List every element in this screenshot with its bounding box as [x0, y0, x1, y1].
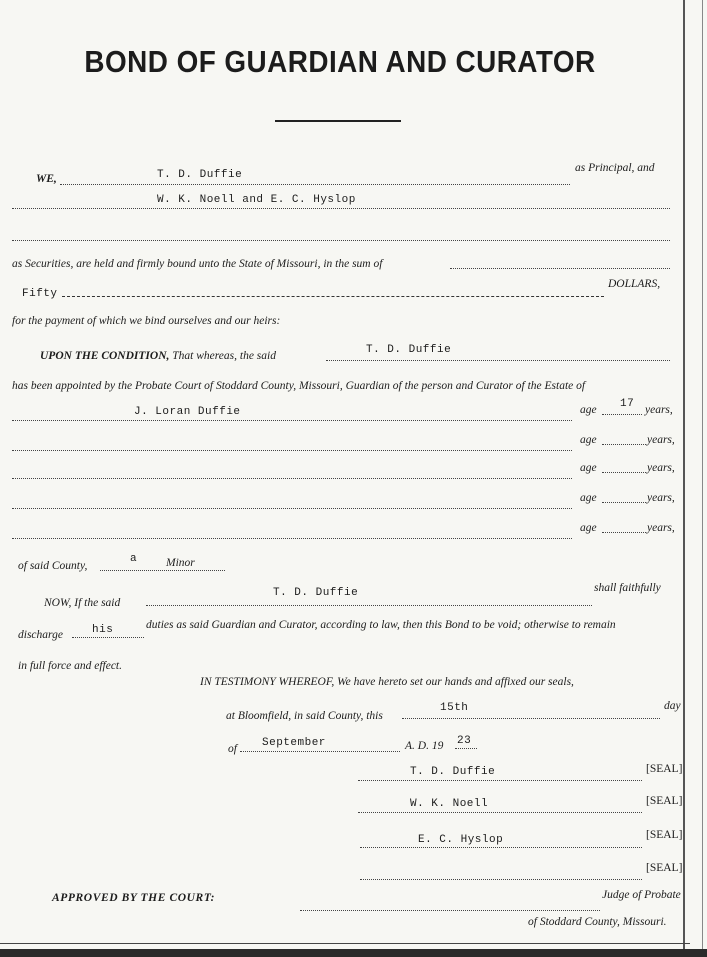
as-principal-label: as Principal, and: [575, 162, 655, 174]
age-line-5: [602, 532, 646, 533]
page-edge-line: [683, 0, 685, 957]
securities-text: as Securities, are held and firmly bound unto the State of Missouri, in the sum of: [12, 258, 383, 270]
signature-line-1: [358, 780, 642, 781]
duties-text: duties as said Guardian and Curator, according to law, then this Bond to be void; otherwise to remain: [146, 619, 616, 631]
ward-line-2: [12, 450, 572, 451]
age-label-1: age: [580, 404, 597, 416]
signer-3: E. C. Hyslop: [418, 834, 504, 846]
sum-line-tail: [450, 268, 670, 269]
signer-1: T. D. Duffie: [410, 766, 496, 778]
age-label-5: age: [580, 522, 597, 534]
testimony-text: IN TESTIMONY WHEREOF, We have hereto set our hands and affixed our seals,: [200, 676, 574, 688]
ward-age: 17: [620, 398, 635, 410]
seal-3: [SEAL]: [646, 829, 683, 841]
condition-guardian: T. D. Duffie: [366, 344, 452, 356]
condition-guardian-line: [326, 360, 670, 361]
discharge-label: discharge: [18, 629, 63, 641]
blank-line: [12, 240, 670, 241]
age-label-4: age: [580, 492, 597, 504]
signature-line-2: [358, 812, 642, 813]
ward-name: J. Loran Duffie: [134, 406, 241, 418]
now-label: NOW, If the said: [44, 597, 121, 609]
judge-line: [300, 910, 600, 911]
pronoun: his: [92, 624, 114, 636]
securities-names: W. K. Noell and E. C. Hyslop: [157, 194, 356, 206]
full-force-text: in full force and effect.: [18, 660, 123, 672]
month-value: September: [262, 737, 326, 749]
signature-line-4: [360, 879, 642, 880]
month-line: [240, 751, 400, 752]
seal-2: [SEAL]: [646, 795, 683, 807]
years-label-5: years,: [647, 522, 675, 534]
faithfully-label: shall faithfully: [594, 582, 661, 594]
county-label: of said County,: [18, 560, 88, 572]
now-guardian-line: [146, 605, 592, 606]
condition-lead: UPON THE CONDITION,: [40, 350, 170, 362]
sum-dashes: [62, 296, 604, 297]
condition-text: That whereas, the said: [172, 350, 276, 362]
minor-label: Minor: [166, 557, 195, 569]
principal-line: [60, 184, 570, 185]
years-label-4: years,: [647, 492, 675, 504]
at-text: at Bloomfield, in said County, this: [226, 710, 383, 722]
securities-names-line: [12, 208, 670, 209]
year-line: [455, 748, 477, 749]
years-label-3: years,: [647, 462, 675, 474]
judge-text: Judge of Probate: [602, 889, 681, 901]
day-value: 15th: [440, 702, 469, 714]
payment-text: for the payment of which we bind ourselves and our heirs:: [12, 315, 281, 327]
now-guardian: T. D. Duffie: [273, 587, 359, 599]
principal-name: T. D. Duffie: [157, 169, 243, 181]
pronoun-line: [72, 637, 144, 638]
age-line-1: [602, 414, 642, 415]
day-label: day: [664, 700, 681, 712]
ward-line-5: [12, 538, 572, 539]
we-label: WE,: [36, 173, 57, 185]
signature-line-3: [360, 847, 642, 848]
ad-label: A. D. 19: [405, 740, 444, 752]
seal-1: [SEAL]: [646, 763, 683, 775]
of-label: of: [228, 743, 237, 755]
judge-county: of Stoddard County, Missouri.: [528, 916, 667, 928]
age-label-3: age: [580, 462, 597, 474]
ward-line-4: [12, 508, 572, 509]
signer-2: W. K. Noell: [410, 798, 489, 810]
sum-words: Fifty: [22, 288, 58, 300]
seal-4: [SEAL]: [646, 862, 683, 874]
year-value: 23: [457, 735, 472, 747]
title-underline: [275, 120, 401, 122]
age-line-3: [602, 472, 646, 473]
minor-article: a: [130, 553, 138, 565]
age-line-2: [602, 444, 646, 445]
document-title: BOND OF GUARDIAN AND CURATOR: [84, 44, 596, 79]
approved-text: APPROVED BY THE COURT:: [52, 892, 216, 904]
years-label-1: years,: [645, 404, 673, 416]
bottom-rule-thin: [0, 943, 690, 944]
years-label-2: years,: [647, 434, 675, 446]
ward-line-3: [12, 478, 572, 479]
page-edge-line-outer: [702, 0, 703, 957]
appointed-text: has been appointed by the Probate Court of Stoddard County, Missouri, Guardian of the person and Curator of the Estate of: [12, 380, 586, 392]
age-label-2: age: [580, 434, 597, 446]
dollars-label: DOLLARS,: [608, 278, 661, 290]
day-line: [402, 718, 660, 719]
ward-line-1: [12, 420, 572, 421]
bottom-rule: [0, 949, 707, 957]
minor-line: [100, 570, 225, 571]
age-line-4: [602, 502, 646, 503]
